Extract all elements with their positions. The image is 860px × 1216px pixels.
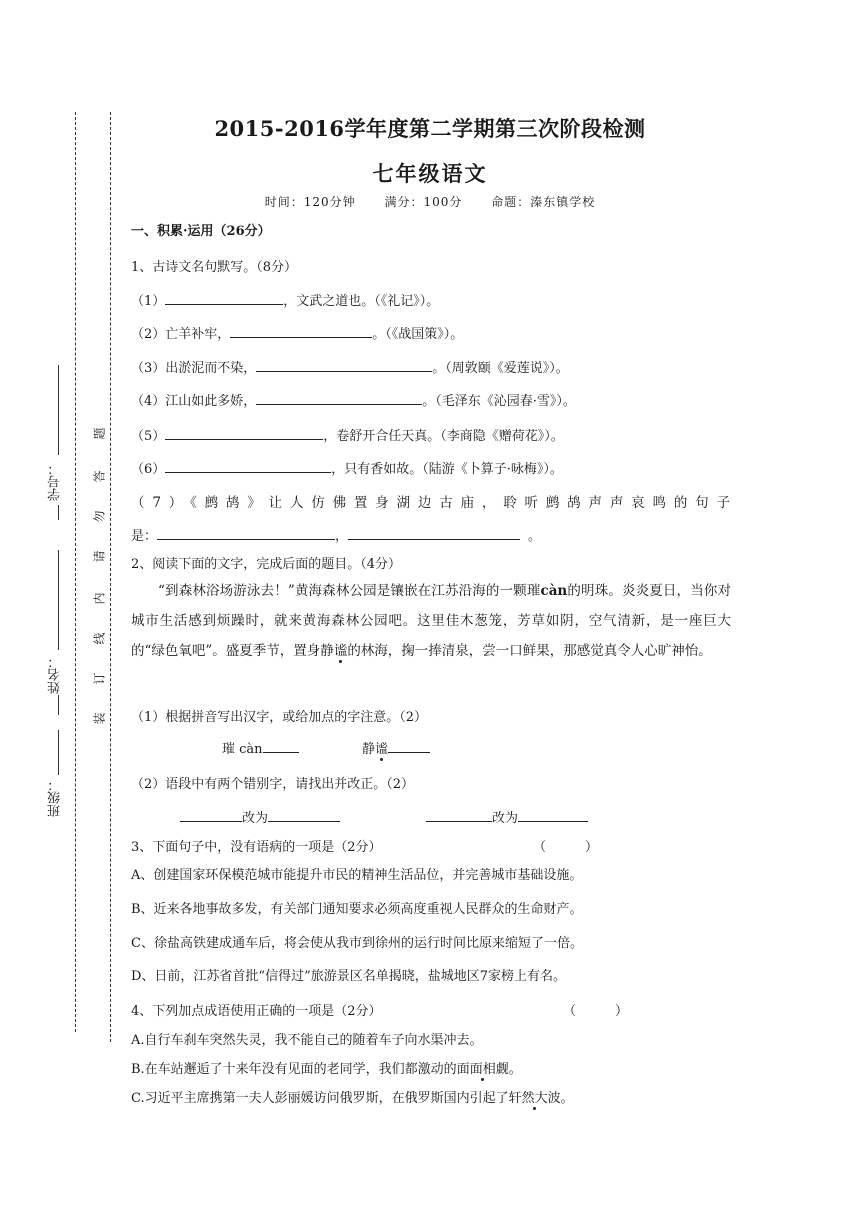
answer-blank[interactable] — [263, 738, 299, 753]
answer-blank[interactable] — [388, 738, 430, 753]
option: C.习近平主席携第一夫人彭丽媛访问俄罗斯，在俄罗斯国内引起了轩然大波。 — [131, 1091, 574, 1106]
exam-time: 时间：120分钟 — [264, 195, 356, 209]
answer-blank[interactable] — [165, 458, 331, 473]
answer-blank[interactable] — [518, 807, 588, 822]
class-line — [58, 730, 59, 775]
dotted-char: 谧 — [333, 643, 348, 659]
correction-pair: 改为 — [180, 807, 340, 826]
exam-title: 2015-2016学年度第二学期第三次阶段检测 — [214, 116, 646, 141]
answer-blank[interactable] — [180, 807, 242, 822]
option: D、日前，江苏省首批“信得过”旅游景区名单揭晓，盐城地区7家榜上有名。 — [131, 969, 566, 984]
seal-char: 内 — [92, 592, 107, 605]
pinyin-can: càn — [540, 583, 568, 599]
seal-char: 请 — [92, 550, 107, 563]
seal-char: 装 — [92, 712, 107, 725]
name-line — [58, 550, 59, 650]
exam-subtitle: 七年级语文 — [372, 161, 488, 186]
reading-passage: “到森林浴场游泳去！”黄海森林公园是镶嵌在江苏沿海的一颗璀càn的明珠。炎炎夏日，当你对城市生活感到烦躁时，就来黄海森林公园吧。这里佳木葱笼，芳草如阴，空气清新，是一座巨大的“绿色氧吧”。盛夏季节，置身静谧的林海，掬一捧清泉，尝一口鲜果，那感觉真令人心旷神怡。 — [131, 583, 731, 659]
seal-char: 答 — [92, 470, 107, 483]
question-stem: 2、阅读下面的文字，完成后面的题目。（4分） — [131, 557, 402, 572]
class-label: 班级： — [48, 778, 63, 817]
binding-dashed-line-inner — [110, 112, 111, 1042]
answer-blank[interactable] — [268, 807, 340, 822]
answer-paren[interactable]: （ ） — [533, 840, 599, 855]
q2-sub2: （2）语段中有两个错别字，请找出并改正。（2） — [131, 777, 415, 792]
correction-pair: 改为 — [426, 807, 588, 826]
question-stem: 4、下列加点成语使用正确的一项是（2分） （ ） — [131, 1000, 731, 1019]
q1-item: （3）出淤泥而不染， 。（周敦颐《爱莲说》）。 — [131, 357, 731, 376]
binding-dashed-line-outer — [75, 112, 76, 1032]
exam-score: 满分：100分 — [384, 195, 463, 209]
q1-item: （1） ，文武之道也。（《礼记》）。 — [131, 290, 731, 309]
student-id-line — [58, 365, 59, 455]
dotted-idiom: 轩然大波 — [508, 1091, 561, 1106]
q1-item: （2）亡羊补牢， 。（《战国策》）。 — [131, 323, 731, 342]
option: C、徐盐高铁建成通车后，将会使从我市到徐州的运行时间比原来缩短了一倍。 — [131, 936, 583, 951]
option: B、近来各地事故多发，有关部门通知要求必须高度重视人民群众的生命财产。 — [131, 902, 583, 917]
seal-char: 订 — [92, 672, 107, 685]
answer-blank[interactable] — [157, 525, 335, 540]
answer-blank[interactable] — [256, 390, 422, 405]
seal-char: 题 — [92, 427, 107, 440]
name-label: 姓名： — [48, 655, 63, 694]
seal-char: 勿 — [92, 510, 107, 523]
option: A、创建国家环保模范城市能提升市民的精神生活品位，并完善城市基础设施。 — [131, 868, 583, 883]
answer-blank[interactable] — [426, 807, 492, 822]
dotted-idiom: 面面相觑 — [456, 1062, 509, 1077]
student-id-line-tail — [58, 505, 59, 520]
q2-sub1-answer-a: 璀 càn — [222, 738, 299, 757]
answer-blank[interactable] — [348, 525, 520, 540]
q2-sub1: （1）根据拼音写出汉字，或给加点的字注意。（2） — [131, 710, 428, 725]
q1-item: （6） ，只有香如故。（陆游《卜算子·咏梅》）。 — [131, 458, 731, 477]
question-stem: 1、古诗文名句默写。（8分） — [131, 260, 298, 275]
q2-sub1-answer-b: 静谧 — [362, 738, 430, 757]
question-stem: 3、下面句子中，没有语病的一项是（2分） （ ） — [131, 836, 731, 855]
student-id-label: 学号： — [48, 462, 63, 501]
q1-item: （5） ，卷舒开合任天真。（李商隐《赠荷花》）。 — [131, 425, 731, 444]
answer-paren[interactable]: （ ） — [563, 1004, 629, 1019]
q1-item7-line1: （7）《鹧鸪》让人仿佛置身湖边古庙，聆听鹧鸪声声哀鸣的句子 — [131, 495, 731, 511]
option: A.自行车刹车突然失灵，我不能自己的随着车子向水渠冲去。 — [131, 1033, 483, 1048]
seal-char: 线 — [92, 632, 107, 645]
answer-blank[interactable] — [256, 357, 432, 372]
answer-blank[interactable] — [165, 290, 283, 305]
q1-item: （4）江山如此多娇， 。（毛泽东《沁园春·雪》）。 — [131, 390, 731, 409]
answer-blank[interactable] — [165, 425, 323, 440]
option: B.在车站邂逅了十来年没有见面的老同学，我们都激动的面面相觑。 — [131, 1062, 522, 1077]
section-heading: 一、积累·运用（26分） — [131, 224, 271, 239]
exam-meta — [0, 193, 860, 210]
q1-item7-line2: 是： ， 。 — [131, 525, 731, 544]
answer-blank[interactable] — [230, 323, 372, 338]
exam-author: 命题：溱东镇学校 — [491, 195, 596, 209]
name-line-tail — [58, 695, 59, 715]
